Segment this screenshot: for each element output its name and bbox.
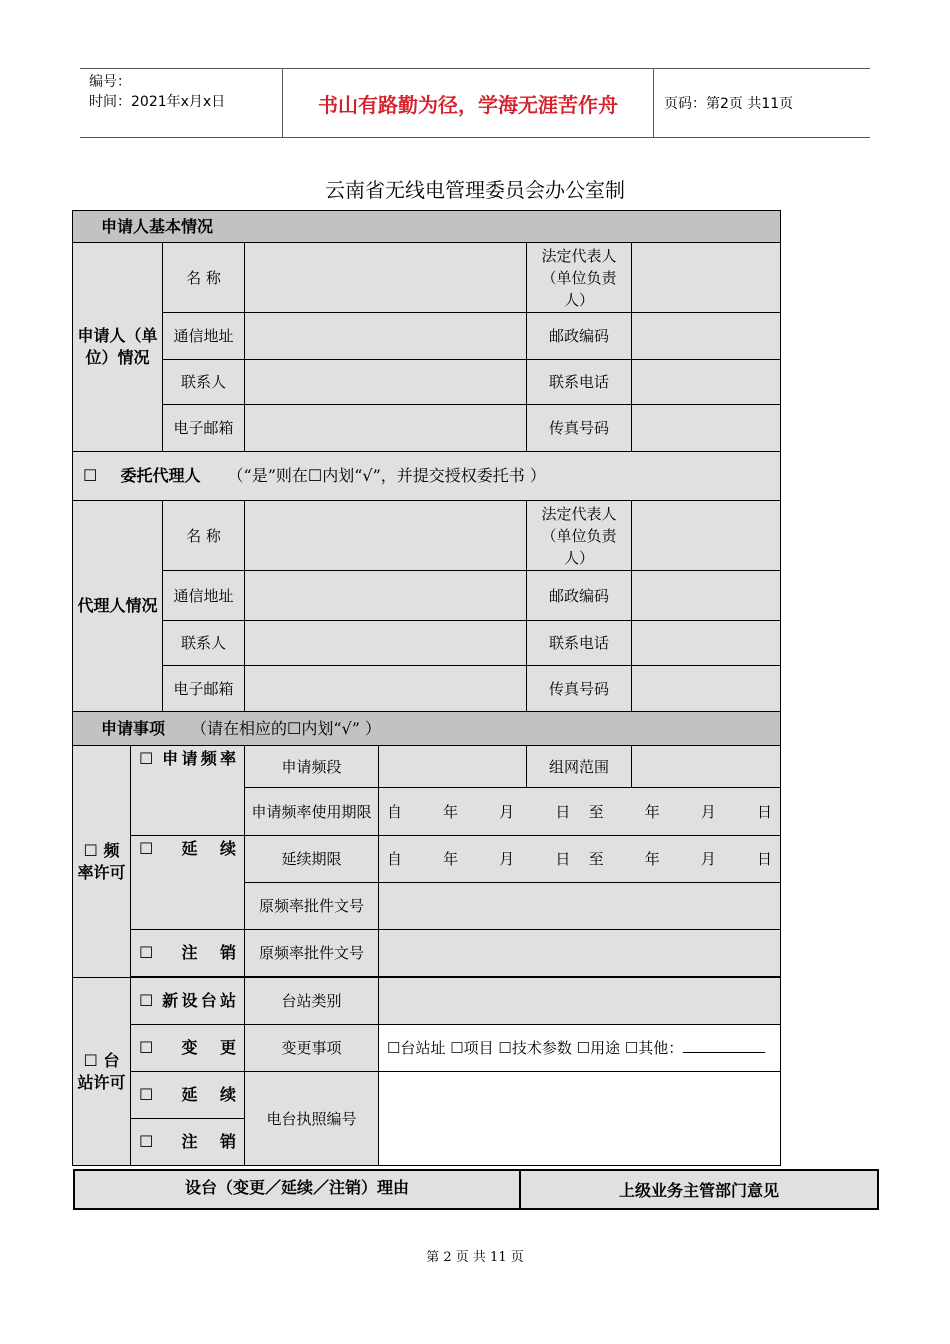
applicant-address-field[interactable] [245, 313, 527, 360]
station-new-option[interactable]: ☐ 新设台站 [131, 978, 245, 1025]
renew-period-label: 延续期限 [245, 836, 379, 883]
applicant-contact-label: 联系人 [163, 360, 245, 405]
renew-period-field[interactable]: 自 年 月 日至 年 月 日 [379, 836, 781, 883]
applicant-phone-field[interactable] [632, 360, 781, 405]
station-type-label: 台站类别 [245, 978, 379, 1025]
applicant-postcode-label: 邮政编码 [527, 313, 632, 360]
cancel-orig-doc-field[interactable] [379, 930, 781, 977]
change-options[interactable]: ☐台站址 ☐项目 ☐技术参数 ☐用途 ☐其他： [387, 1039, 684, 1057]
agent-email-field[interactable] [245, 666, 527, 712]
network-scope-label: 组网范围 [527, 746, 632, 788]
agent-fax-field[interactable] [632, 666, 781, 712]
station-renew-option[interactable]: ☐ 延续 [131, 1072, 245, 1119]
applicant-legal-rep-field[interactable] [632, 243, 781, 313]
agent-legal-rep-label: 法定代表人（单位负责人） [527, 501, 632, 571]
agent-toggle-label: 委托代理人 [120, 466, 201, 485]
agent-postcode-field[interactable] [632, 571, 781, 621]
agent-contact-field[interactable] [245, 621, 527, 666]
applicant-phone-label: 联系电话 [527, 360, 632, 405]
applicant-fax-field[interactable] [632, 405, 781, 452]
usage-period-label: 申请频率使用期限 [245, 788, 379, 836]
header-meta [80, 69, 282, 137]
header-motto: 书山有路勤为径，学海无涯苦作舟 [282, 69, 654, 137]
agent-fax-label: 传真号码 [527, 666, 632, 712]
agent-legal-rep-field[interactable] [632, 501, 781, 571]
station-type-field[interactable] [379, 978, 781, 1025]
applicant-address-label: 通信地址 [163, 313, 245, 360]
agent-address-label: 通信地址 [163, 571, 245, 621]
license-no-label: 电台执照编号 [245, 1072, 379, 1166]
page-footer: 第 2 页 共 11 页 [426, 1250, 524, 1265]
freq-permit-group[interactable]: ☐ 频率许可 [73, 746, 131, 978]
applicant-name-label: 名 称 [163, 243, 245, 313]
freq-apply-option[interactable]: ☐ 申请频率 [131, 746, 245, 836]
issuer-subtitle: 云南省无线电管理委员会办公室制 [325, 178, 625, 202]
applicant-fax-label: 传真号码 [527, 405, 632, 452]
agent-phone-label: 联系电话 [527, 621, 632, 666]
superior-opinion-label: 上级业务主管部门意见 [521, 1171, 877, 1208]
agent-group-label: 代理人情况 [73, 501, 163, 712]
applicant-group-label: 申请人（单位）情况 [73, 243, 163, 452]
change-items-field[interactable] [379, 1025, 781, 1072]
network-scope-field[interactable] [632, 746, 781, 788]
applicant-section-title: 申请人基本情况 [73, 211, 781, 243]
page-header [80, 68, 870, 138]
freq-band-field[interactable] [379, 746, 527, 788]
license-no-field[interactable] [379, 1072, 781, 1166]
agent-name-label: 名 称 [163, 501, 245, 571]
cancel-orig-doc-label: 原频率批件文号 [245, 930, 379, 977]
applicant-email-label: 电子邮箱 [163, 405, 245, 452]
reason-label: 设台（变更／延续／注销）理由 [75, 1171, 521, 1208]
orig-doc-label: 原频率批件文号 [245, 883, 379, 930]
matters-note: （请在相应的☐内划“√” ） [191, 718, 382, 738]
freq-renew-option[interactable]: ☐ 延续 [131, 836, 245, 930]
agent-toggle-note: （“是”则在☐内划“√”，并提交授权委托书 ） [227, 466, 546, 485]
station-permit-group[interactable]: ☐ 台站许可 [73, 978, 131, 1166]
agent-checkbox[interactable]: ☐ [83, 466, 98, 485]
agent-email-label: 电子邮箱 [163, 666, 245, 712]
time-label: 时间：2021年x月x日 [89, 94, 226, 110]
other-blank[interactable] [683, 1038, 765, 1053]
application-form [72, 210, 781, 1166]
applicant-contact-field[interactable] [245, 360, 527, 405]
freq-cancel-option[interactable]: ☐ 注销 [131, 930, 245, 977]
station-change-option[interactable]: ☐ 变更 [131, 1025, 245, 1072]
applicant-email-field[interactable] [245, 405, 527, 452]
station-cancel-option[interactable]: ☐ 注销 [131, 1119, 245, 1166]
orig-doc-field[interactable] [379, 883, 781, 930]
bottom-row [73, 1169, 879, 1210]
agent-postcode-label: 邮政编码 [527, 571, 632, 621]
usage-period-field[interactable]: 自 年 月 日至 年 月 日 [379, 788, 781, 836]
header-page-info: 页码：第2页 共11页 [664, 96, 794, 112]
matters-title: 申请事项 [101, 718, 166, 738]
matters-section-title [73, 712, 781, 746]
agent-phone-field[interactable] [632, 621, 781, 666]
agent-name-field[interactable] [245, 501, 527, 571]
freq-band-label: 申请频段 [245, 746, 379, 788]
applicant-legal-rep-label: 法定代表人（单位负责人） [527, 243, 632, 313]
applicant-postcode-field[interactable] [632, 313, 781, 360]
serial-label: 编号： [89, 74, 131, 90]
agent-toggle-row [73, 452, 781, 501]
agent-address-field[interactable] [245, 571, 527, 621]
change-items-label: 变更事项 [245, 1025, 379, 1072]
agent-contact-label: 联系人 [163, 621, 245, 666]
applicant-name-field[interactable] [245, 243, 527, 313]
